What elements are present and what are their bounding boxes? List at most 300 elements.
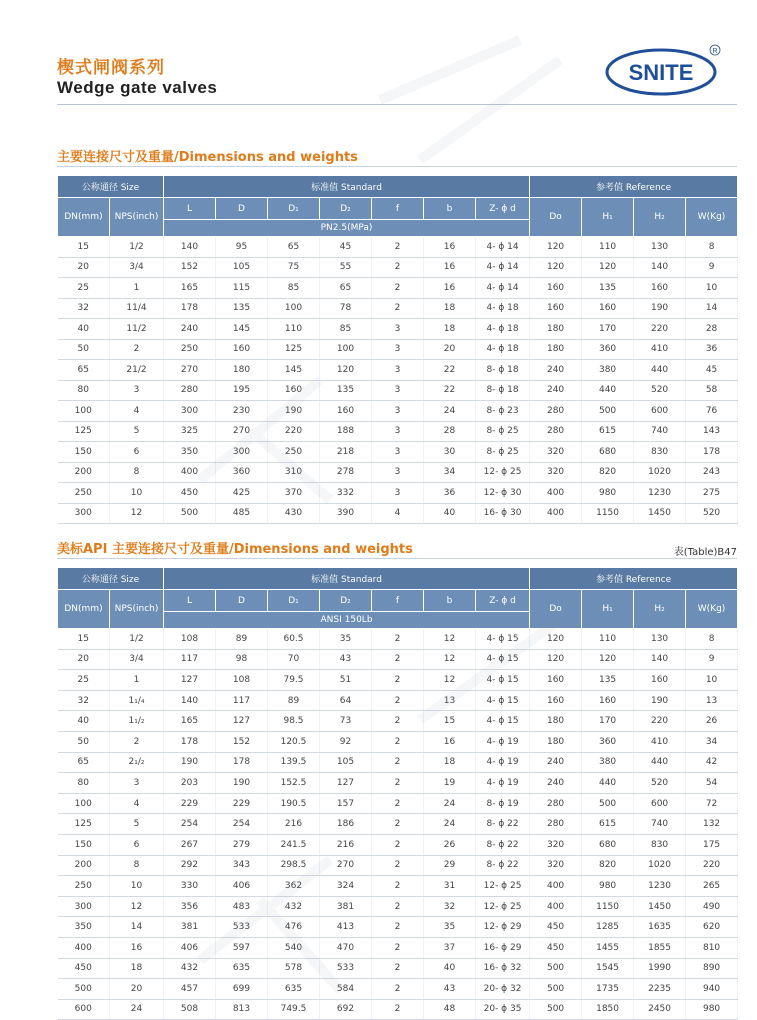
table-cell: 40 xyxy=(58,319,110,340)
table-cell: 12 xyxy=(424,649,476,670)
table-cell: 2 xyxy=(372,917,424,938)
table-cell: 4- ϕ 19 xyxy=(476,773,530,794)
table-cell: 500 xyxy=(582,793,634,814)
header-nominal: 公称通径 Size xyxy=(58,176,164,198)
table-cell: 280 xyxy=(530,421,582,442)
table-cell: 250 xyxy=(58,876,110,897)
table-cell: 280 xyxy=(164,380,216,401)
table-cell: 2 xyxy=(372,958,424,979)
header-col: D₁ xyxy=(268,198,320,220)
section2-divider xyxy=(57,558,737,559)
table-cell: 635 xyxy=(268,979,320,1000)
table-cell: 406 xyxy=(164,937,216,958)
table-cell: 2 xyxy=(110,339,164,360)
table-cell: 190 xyxy=(216,773,268,794)
table-cell: 3 xyxy=(372,401,424,422)
table-cell: 1450 xyxy=(634,896,686,917)
section1-title: 主要连接尺寸及重量/Dimensions and weights xyxy=(57,150,358,165)
table-cell: 432 xyxy=(164,958,216,979)
table-cell: 10 xyxy=(110,876,164,897)
table-cell: 26 xyxy=(424,834,476,855)
table-cell: 457 xyxy=(164,979,216,1000)
table-cell: 1230 xyxy=(634,876,686,897)
table-cell: 12- ϕ 25 xyxy=(476,896,530,917)
table-cell: 12- ϕ 25 xyxy=(476,462,530,483)
table-cell: 65 xyxy=(320,278,372,299)
header-col: Do xyxy=(530,198,582,237)
table-cell: 3 xyxy=(110,380,164,401)
table-cell: 320 xyxy=(530,834,582,855)
table-cell: 2 xyxy=(372,711,424,732)
table-cell: 65 xyxy=(268,237,320,258)
table-cell: 165 xyxy=(164,278,216,299)
table-row xyxy=(58,711,738,732)
table-cell: 8 xyxy=(110,462,164,483)
table-cell: 1₁/₂ xyxy=(110,711,164,732)
logo-text: SNITE xyxy=(628,60,694,85)
table-cell: 50 xyxy=(58,339,110,360)
table-cell: 300 xyxy=(216,442,268,463)
table-cell: 25 xyxy=(58,670,110,691)
table-cell: 2 xyxy=(372,855,424,876)
table-cell: 533 xyxy=(320,958,372,979)
table-cell: 4- ϕ 15 xyxy=(476,649,530,670)
table-cell: 100 xyxy=(268,298,320,319)
table-cell: 10 xyxy=(686,278,738,299)
table-row xyxy=(58,462,738,483)
table-cell: 140 xyxy=(634,257,686,278)
table-cell: 500 xyxy=(58,979,110,1000)
table-cell: 117 xyxy=(164,649,216,670)
table-cell: 440 xyxy=(582,773,634,794)
table-cell: 2 xyxy=(372,773,424,794)
header-nps: NPS(inch) xyxy=(110,198,164,237)
table-cell: 127 xyxy=(164,670,216,691)
table-cell: 410 xyxy=(634,731,686,752)
table-cell: 24 xyxy=(424,814,476,835)
table-cell: 485 xyxy=(216,503,268,524)
table-cell: 8- ϕ 18 xyxy=(476,360,530,381)
table-cell: 1 xyxy=(110,278,164,299)
header-pressure: ANSI 150Lb xyxy=(164,612,530,629)
table-cell: 76 xyxy=(686,401,738,422)
table-cell: 130 xyxy=(634,237,686,258)
table-cell: 143 xyxy=(686,421,738,442)
header-dn: DN(mm) xyxy=(58,198,110,237)
table-cell: 22 xyxy=(424,380,476,401)
table-row xyxy=(58,421,738,442)
table-cell: 508 xyxy=(164,999,216,1020)
table-cell: 5 xyxy=(110,814,164,835)
header-standard: 标准值 Standard xyxy=(164,568,530,590)
table-cell: 8- ϕ 25 xyxy=(476,442,530,463)
table-cell: 13 xyxy=(424,690,476,711)
table-cell: 356 xyxy=(164,896,216,917)
table-cell: 65 xyxy=(58,752,110,773)
table-cell: 820 xyxy=(582,462,634,483)
table-cell: 16 xyxy=(424,257,476,278)
table-cell: 500 xyxy=(530,999,582,1020)
table-cell: 58 xyxy=(686,380,738,401)
table-cell: 400 xyxy=(164,462,216,483)
table-cell: 3 xyxy=(372,380,424,401)
table-cell: 135 xyxy=(582,278,634,299)
table-cell: 190 xyxy=(634,298,686,319)
table-cell: 140 xyxy=(164,690,216,711)
table-cell: 8- ϕ 22 xyxy=(476,814,530,835)
table-cell: 749.5 xyxy=(268,999,320,1020)
table-cell: 160 xyxy=(530,670,582,691)
table-cell: 9 xyxy=(686,257,738,278)
table-cell: 4- ϕ 18 xyxy=(476,298,530,319)
header-col: W(Kg) xyxy=(686,198,738,237)
table-cell: 699 xyxy=(216,979,268,1000)
table-cell: 92 xyxy=(320,731,372,752)
table-cell: 381 xyxy=(320,896,372,917)
table-cell: 4- ϕ 14 xyxy=(476,278,530,299)
table-cell: 170 xyxy=(582,319,634,340)
table-cell: 370 xyxy=(268,483,320,504)
table-cell: 36 xyxy=(686,339,738,360)
table-row xyxy=(58,503,738,524)
section1-divider xyxy=(57,166,737,167)
table-cell: 476 xyxy=(268,917,320,938)
table-cell: 2 xyxy=(372,937,424,958)
table-cell: 3 xyxy=(372,462,424,483)
table-cell: 4- ϕ 15 xyxy=(476,711,530,732)
table-cell: 2 xyxy=(372,278,424,299)
header-divider xyxy=(57,104,737,105)
table-cell: 186 xyxy=(320,814,372,835)
table-cell: 4 xyxy=(110,401,164,422)
table-cell: 8 xyxy=(686,629,738,650)
table-cell: 980 xyxy=(686,999,738,1020)
table-cell: 10 xyxy=(686,670,738,691)
table-cell: 12 xyxy=(424,629,476,650)
table-cell: 1990 xyxy=(634,958,686,979)
table-row xyxy=(58,629,738,650)
table-cell: 178 xyxy=(686,442,738,463)
table-row xyxy=(58,979,738,1000)
table-cell: 440 xyxy=(634,360,686,381)
table-cell: 432 xyxy=(268,896,320,917)
header-col: L xyxy=(164,590,216,612)
table-cell: 4- ϕ 14 xyxy=(476,237,530,258)
page-title-en: Wedge gate valves xyxy=(57,78,218,97)
table-cell: 125 xyxy=(268,339,320,360)
table-cell: 85 xyxy=(268,278,320,299)
table-cell: 64 xyxy=(320,690,372,711)
table-cell: 254 xyxy=(216,814,268,835)
table-cell: 11/4 xyxy=(110,298,164,319)
table-cell: 40 xyxy=(424,503,476,524)
table-cell: 940 xyxy=(686,979,738,1000)
table-cell: 8- ϕ 23 xyxy=(476,401,530,422)
table-cell: 3 xyxy=(110,773,164,794)
table-cell: 2 xyxy=(372,979,424,1000)
table-cell: 21/2 xyxy=(110,360,164,381)
table-row xyxy=(58,401,738,422)
table-cell: 1230 xyxy=(634,483,686,504)
table-cell: 241.5 xyxy=(268,834,320,855)
table-cell: 140 xyxy=(634,649,686,670)
table-cell: 14 xyxy=(110,917,164,938)
table-row xyxy=(58,958,738,979)
table-cell: 615 xyxy=(582,421,634,442)
table-cell: 105 xyxy=(320,752,372,773)
table-row xyxy=(58,999,738,1020)
header-col: D₁ xyxy=(268,590,320,612)
table-cell: 34 xyxy=(424,462,476,483)
table-cell: 3 xyxy=(372,442,424,463)
table-row xyxy=(58,690,738,711)
table-cell: 2 xyxy=(110,731,164,752)
table-cell: 203 xyxy=(164,773,216,794)
table-row xyxy=(58,649,738,670)
table-cell: 105 xyxy=(216,257,268,278)
table-cell: 152.5 xyxy=(268,773,320,794)
table-cell: 270 xyxy=(164,360,216,381)
table-cell: 152 xyxy=(164,257,216,278)
table-cell: 180 xyxy=(530,711,582,732)
table-cell: 820 xyxy=(582,855,634,876)
dimensions-table-ansi150 xyxy=(57,567,738,1020)
table-cell: 190.5 xyxy=(268,793,320,814)
table-cell: 40 xyxy=(424,958,476,979)
table-cell: 330 xyxy=(164,876,216,897)
table-cell: 280 xyxy=(530,401,582,422)
table-row xyxy=(58,298,738,319)
table-cell: 160 xyxy=(530,298,582,319)
table-cell: 280 xyxy=(530,793,582,814)
table-cell: 125 xyxy=(58,814,110,835)
table-cell: 8- ϕ 22 xyxy=(476,834,530,855)
table-cell: 362 xyxy=(268,876,320,897)
table-cell: 43 xyxy=(424,979,476,1000)
table-cell: 16 xyxy=(424,237,476,258)
header-col: D₂ xyxy=(320,590,372,612)
table-cell: 108 xyxy=(164,629,216,650)
snite-logo xyxy=(605,44,721,96)
table-row xyxy=(58,360,738,381)
table-cell: 350 xyxy=(58,917,110,938)
table-cell: 320 xyxy=(530,462,582,483)
table-cell: 279 xyxy=(216,834,268,855)
table-cell: 2 xyxy=(372,896,424,917)
table-cell: 813 xyxy=(216,999,268,1020)
table-cell: 292 xyxy=(164,855,216,876)
table-cell: 100 xyxy=(58,401,110,422)
table-row xyxy=(58,278,738,299)
table-cell: 270 xyxy=(320,855,372,876)
table-cell: 16- ϕ 30 xyxy=(476,503,530,524)
table-cell: 110 xyxy=(582,629,634,650)
table-cell: 635 xyxy=(216,958,268,979)
table-row xyxy=(58,937,738,958)
table-cell: 115 xyxy=(216,278,268,299)
table-cell: 2₁/₂ xyxy=(110,752,164,773)
header-standard: 标准值 Standard xyxy=(164,176,530,198)
table-cell: 18 xyxy=(424,752,476,773)
table-cell: 110 xyxy=(268,319,320,340)
table-cell: 520 xyxy=(686,503,738,524)
table-cell: 3 xyxy=(372,319,424,340)
table-cell: 278 xyxy=(320,462,372,483)
table-cell: 243 xyxy=(686,462,738,483)
table-cell: 79.5 xyxy=(268,670,320,691)
table-cell: 1/2 xyxy=(110,237,164,258)
table-cell: 178 xyxy=(164,731,216,752)
table-cell: 740 xyxy=(634,421,686,442)
table-cell: 4- ϕ 14 xyxy=(476,257,530,278)
registered-mark: R xyxy=(712,48,718,55)
table-cell: 195 xyxy=(216,380,268,401)
table-cell: 500 xyxy=(582,401,634,422)
table-cell: 117 xyxy=(216,690,268,711)
table-cell: 120 xyxy=(582,649,634,670)
table-cell: 300 xyxy=(164,401,216,422)
table-cell: 1 xyxy=(110,670,164,691)
header-pressure: PN2.5(MPa) xyxy=(164,220,530,237)
table-cell: 20- ϕ 35 xyxy=(476,999,530,1020)
table-cell: 1020 xyxy=(634,855,686,876)
table-cell: 2 xyxy=(372,752,424,773)
table-cell: 5 xyxy=(110,421,164,442)
table-cell: 190 xyxy=(164,752,216,773)
table-cell: 450 xyxy=(530,917,582,938)
table-cell: 75 xyxy=(268,257,320,278)
table-cell: 120 xyxy=(320,360,372,381)
table-cell: 890 xyxy=(686,958,738,979)
table-cell: 240 xyxy=(530,360,582,381)
table-cell: 43 xyxy=(320,649,372,670)
table-cell: 3/4 xyxy=(110,257,164,278)
table-row xyxy=(58,237,738,258)
table-cell: 12 xyxy=(424,670,476,691)
table-cell: 4- ϕ 15 xyxy=(476,690,530,711)
table-cell: 380 xyxy=(582,752,634,773)
table-cell: 13 xyxy=(686,690,738,711)
table-cell: 740 xyxy=(634,814,686,835)
table-cell: 584 xyxy=(320,979,372,1000)
table-cell: 36 xyxy=(424,483,476,504)
table-cell: 380 xyxy=(582,360,634,381)
table-cell: 2235 xyxy=(634,979,686,1000)
table-cell: 350 xyxy=(164,442,216,463)
table-cell: 218 xyxy=(320,442,372,463)
table-body xyxy=(58,237,738,524)
header-col: Do xyxy=(530,590,582,629)
table-cell: 135 xyxy=(216,298,268,319)
table-cell: 830 xyxy=(634,834,686,855)
table-cell: 8- ϕ 19 xyxy=(476,793,530,814)
table-cell: 85 xyxy=(320,319,372,340)
table-cell: 450 xyxy=(164,483,216,504)
table-cell: 28 xyxy=(686,319,738,340)
header-col: L xyxy=(164,198,216,220)
table-cell: 980 xyxy=(582,876,634,897)
header-col: b xyxy=(424,590,476,612)
table-cell: 200 xyxy=(58,855,110,876)
table-cell: 139.5 xyxy=(268,752,320,773)
table-cell: 28 xyxy=(424,421,476,442)
table-row xyxy=(58,752,738,773)
table-cell: 410 xyxy=(634,339,686,360)
table-cell: 12- ϕ 30 xyxy=(476,483,530,504)
table-cell: 267 xyxy=(164,834,216,855)
table-cell: 130 xyxy=(634,629,686,650)
table-cell: 1150 xyxy=(582,896,634,917)
table-row xyxy=(58,257,738,278)
table-cell: 80 xyxy=(58,773,110,794)
table-cell: 425 xyxy=(216,483,268,504)
header-col: D₂ xyxy=(320,198,372,220)
table-cell: 270 xyxy=(216,421,268,442)
table-cell: 160 xyxy=(582,690,634,711)
table-cell: 12- ϕ 29 xyxy=(476,917,530,938)
header-col: b xyxy=(424,198,476,220)
table-cell: 37 xyxy=(424,937,476,958)
table-cell: 220 xyxy=(686,855,738,876)
table-cell: 120 xyxy=(530,649,582,670)
table-cell: 2 xyxy=(372,834,424,855)
table-cell: 12- ϕ 25 xyxy=(476,876,530,897)
table-cell: 1850 xyxy=(582,999,634,1020)
table-cell: 180 xyxy=(216,360,268,381)
table-cell: 2450 xyxy=(634,999,686,1020)
table-cell: 8 xyxy=(686,237,738,258)
table-cell: 490 xyxy=(686,896,738,917)
header-col: Z- ϕ d xyxy=(476,198,530,220)
table-cell: 250 xyxy=(164,339,216,360)
table-cell: 332 xyxy=(320,483,372,504)
header-col: f xyxy=(372,198,424,220)
table-cell: 127 xyxy=(320,773,372,794)
table-cell: 1450 xyxy=(634,503,686,524)
table-cell: 26 xyxy=(686,711,738,732)
header-col: H₂ xyxy=(634,198,686,237)
table-cell: 6 xyxy=(110,442,164,463)
header-nominal: 公称通径 Size xyxy=(58,568,164,590)
table-cell: 1150 xyxy=(582,503,634,524)
table-cell: 100 xyxy=(58,793,110,814)
table-cell: 360 xyxy=(582,339,634,360)
table-cell: 160 xyxy=(268,380,320,401)
table-cell: 470 xyxy=(320,937,372,958)
table-row xyxy=(58,814,738,835)
table-cell: 578 xyxy=(268,958,320,979)
table-cell: 229 xyxy=(164,793,216,814)
table-cell: 135 xyxy=(320,380,372,401)
table-cell: 3 xyxy=(372,421,424,442)
table-cell: 54 xyxy=(686,773,738,794)
table-cell: 188 xyxy=(320,421,372,442)
table-cell: 160 xyxy=(634,278,686,299)
table-cell: 229 xyxy=(216,793,268,814)
table-cell: 165 xyxy=(164,711,216,732)
table-cell: 127 xyxy=(216,711,268,732)
table-cell: 18 xyxy=(424,298,476,319)
table-cell: 120.5 xyxy=(268,731,320,752)
table-cell: 29 xyxy=(424,855,476,876)
table-cell: 175 xyxy=(686,834,738,855)
table-cell: 360 xyxy=(582,731,634,752)
header-reference: 参考值 Reference xyxy=(530,568,738,590)
table-row xyxy=(58,483,738,504)
table-cell: 35 xyxy=(320,629,372,650)
table-cell: 132 xyxy=(686,814,738,835)
table-cell: 65 xyxy=(58,360,110,381)
